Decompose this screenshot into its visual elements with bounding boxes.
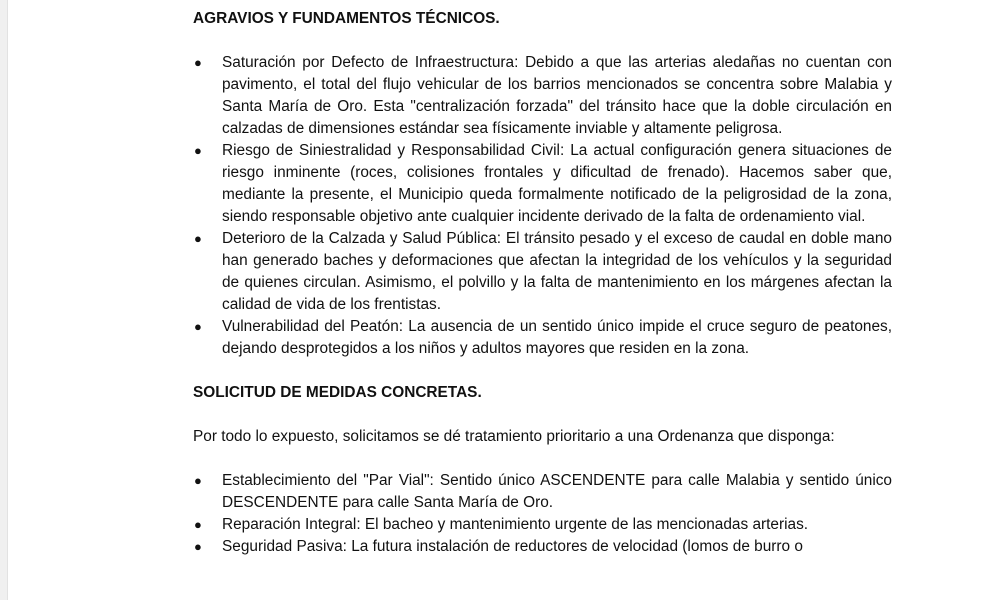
spacer	[193, 404, 892, 426]
list-item-text: Saturación por Defecto de Infraestructura: Debido a que las arterias aledañas no cuentan con pavimento, el total del flujo vehicular de los barrios mencionados se concentra sobre Malabia y Santa María de Oro. Esta "centralización forzada" del tránsito hace que la doble circulación en calzadas de dimensiones estándar sea físicamente inviable y altamente peligrosa.	[222, 54, 892, 137]
bullet-icon: ●	[194, 473, 202, 488]
bullet-icon: ●	[194, 231, 202, 246]
list-item	[193, 316, 892, 360]
list-item	[193, 228, 892, 316]
list-item-text: Deterioro de la Calzada y Salud Pública: El tránsito pesado y el exceso de caudal en doble mano han generado baches y deformaciones que afectan la integridad de los vehículos y la seguridad de quienes circulan. Asimismo, el polvillo y la falta de mantenimiento en los márgenes afectan la calidad de vida de los frentistas.	[222, 230, 892, 313]
medidas-list	[193, 470, 892, 558]
agravios-list	[193, 52, 892, 360]
section-heading-solicitud: SOLICITUD DE MEDIDAS CONCRETAS.	[193, 384, 482, 401]
bullet-icon: ●	[194, 55, 202, 70]
document-body	[193, 8, 892, 558]
bullet-icon: ●	[194, 517, 202, 532]
list-item-text: Reparación Integral: El bacheo y mantenimiento urgente de las mencionadas arterias.	[222, 516, 809, 533]
bullet-icon: ●	[194, 539, 202, 554]
list-item	[193, 536, 892, 558]
bullet-icon: ●	[194, 143, 202, 158]
list-item-text: Vulnerabilidad del Peatón: La ausencia de un sentido único impide el cruce seguro de peatones, dejando desprotegidos a los niños y adultos mayores que residen en la zona.	[222, 318, 892, 357]
list-item	[193, 514, 892, 536]
bullet-icon: ●	[194, 319, 202, 334]
list-item	[193, 140, 892, 228]
spacer	[193, 360, 892, 382]
list-item	[193, 470, 892, 514]
list-item	[193, 52, 892, 140]
spacer	[193, 30, 892, 52]
intro-paragraph: Por todo lo expuesto, solicitamos se dé tratamiento prioritario a una Ordenanza que disponga:	[193, 428, 835, 445]
list-item-text: Seguridad Pasiva: La futura instalación de reductores de velocidad (lomos de burro o	[222, 538, 803, 555]
spacer	[193, 448, 892, 470]
page-edge	[0, 0, 8, 600]
list-item-text: Establecimiento del "Par Vial": Sentido único ASCENDENTE para calle Malabia y sentido único DESCENDENTE para calle Santa María de Oro.	[222, 472, 892, 511]
list-item-text: Riesgo de Siniestralidad y Responsabilidad Civil: La actual configuración genera situaciones de riesgo inminente (roces, colisiones frontales y dificultad de frenado). Hacemos saber que, mediante la presente, el Municipio queda formalmente notificado de la peligrosidad de la zona, siendo responsable objetivo ante cualquier incidente derivado de la falta de ordenamiento vial.	[222, 142, 892, 225]
section-heading-agravios: AGRAVIOS Y FUNDAMENTOS TÉCNICOS.	[193, 10, 500, 27]
